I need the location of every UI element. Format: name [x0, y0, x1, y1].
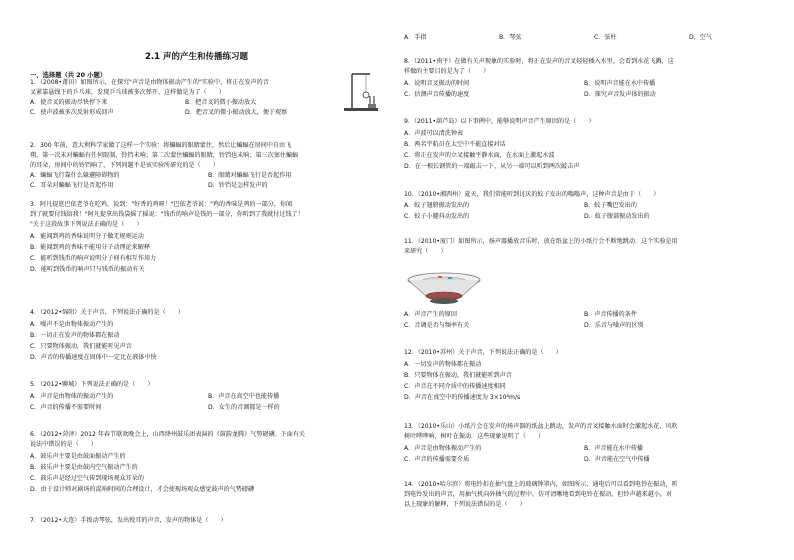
- question-9-option-d: D．在一根长钢管的一端敲击一下，从另一端可以听到两次敲击声: [404, 163, 580, 170]
- question-3-option-b: B．能闻到鸡的香味不能用分子动理论来解释: [30, 244, 150, 251]
- question-7-option-b: B．琴弦: [499, 34, 522, 41]
- question-13-option-d: D．声音能在空气中传播: [584, 456, 650, 463]
- question-3-line-3: "关于这段故事下列说法正确的是（ ）: [30, 221, 143, 228]
- question-6-line-1: 6．（2012•菏泽）2012 年春节联欢晚会上，山西绛州鼓乐团表演的《鼓韵龙腾》气势磅礴。下面有关: [30, 431, 306, 438]
- question-3-line-2: 到了就要付钱给我！"阿凡提拿出钱袋摇了摇说："钱币的响声是钱的一部分，你听到了我就付过钱了！: [30, 211, 304, 218]
- question-2-line-3: 的耳朵，房间中的铃铛响了，下列问题不是该实验所研究的是（ ）: [30, 162, 219, 169]
- section-heading: 一、选择题（共 20 小题）: [30, 72, 107, 79]
- question-11-option-d: D．乐音与噪声的区别: [584, 322, 644, 329]
- question-12-option-a: A．一切发声的物体都在振动: [404, 361, 482, 368]
- question-11-option-b: B．声音传播的条件: [584, 311, 637, 318]
- question-11-option-c: C．音调是否与频率有关: [404, 322, 470, 329]
- question-11-line-2: 来研究（ ）: [404, 248, 447, 255]
- question-4-option-d: D．声音的传播速度在固体中一定比在液体中快: [30, 354, 157, 361]
- question-12-option-c: C．声音在不同介质中的传播速度相同: [404, 383, 506, 390]
- question-8-line-1: 8．（2011•南平）在做有关声现象的实验时，将正在发声的音叉轻轻插入水里，会看到水花飞溅，这: [404, 58, 674, 65]
- question-6-option-b: B．鼓乐声主要是由鼓内空气振动产生的: [30, 464, 138, 471]
- question-10-option-a: A．蚊子翅膀振动发出的: [404, 202, 470, 209]
- question-4-option-a: A．噪声不是由物体振动产生的: [30, 321, 114, 328]
- question-1-option-b: B．把音叉的微小振动放大: [185, 99, 257, 106]
- question-14-line-3: 以上现象的解释，下列说法错误的是（ ）: [404, 501, 526, 508]
- question-12-option-d: D．声音在真空中的传播速度为 3×10⁸m/s: [404, 394, 521, 401]
- question-5-option-c: C．声音的传播不需要时间: [30, 404, 102, 411]
- question-14-line-1: 14．（2010•哈尔滨）将电铃扣在抽气盘上的玻璃钟罩内，如图所示，通电后可以看到电铃在振动，听: [404, 481, 678, 488]
- question-10: 10．（2010•湘西州）夏天，我们常能听到讨厌的蚊子发出的嗡嗡声，这种声音是由于（ ）: [404, 191, 660, 198]
- question-7-option-c: C．弦柱: [594, 34, 617, 41]
- question-5-option-a: A．声音是由物体的振动产生的: [30, 393, 114, 400]
- question-2-option-a: A．蝙蝠飞行靠什么躲避障碍物的: [30, 172, 120, 179]
- question-5: 5．（2012•聊城）下列说法正确的是（ ）: [30, 381, 154, 388]
- speaker-figure: [404, 268, 484, 306]
- question-8-line-2: 样做的主要目的是为了（ ）: [404, 68, 490, 75]
- question-10-option-c: C．蚊子小腿抖动发出的: [404, 213, 470, 220]
- question-10-option-b: B．蚊子嘴巴发出的: [584, 202, 637, 209]
- question-1-line-1: 1．（2008•莆田）如图所示，在探究"声音是由物体振动产生的"实验中，将正在发声的音: [30, 79, 269, 86]
- question-11-option-a: A．声音产生的原因: [404, 311, 457, 318]
- question-1-option-d: D．把音叉的微小振动放大，便于观察: [185, 109, 288, 116]
- question-11-line-1: 11．（2010•厦门）如图所示，扬声器播放音乐时，放在纸盆上的小纸片会不断地跳动．这个实验是用: [404, 238, 678, 245]
- question-1-option-c: C．使声波被多次反射形成回声: [30, 109, 114, 116]
- question-2-option-c: C．耳朵对蝙蝠飞行是否起作用: [30, 182, 114, 189]
- question-13-option-a: A．声音是由物体振动产生的: [404, 445, 482, 452]
- question-8-option-a: A．说明音叉振动的时间: [404, 80, 470, 87]
- question-6-option-d: D．由于设计师对剧场的混响时间的合理设计，才会使现场观众感觉鼓声的气势磅礴: [30, 486, 255, 493]
- question-8-option-b: B．说明声音能在水中传播: [584, 80, 656, 87]
- question-9-option-a: A．声波可以清洗钟表: [404, 130, 464, 137]
- question-6-line-2: 说法中错误的是（ ）: [30, 441, 98, 448]
- question-6-option-c: C．鼓乐声是经过空气传到现场观众耳朵的: [30, 475, 144, 482]
- question-4: 4．（2012•绵阳）关于声音，下列说法正确的是（ ）: [30, 309, 184, 316]
- question-7-option-d: D．空气: [689, 34, 712, 41]
- question-3-option-d: D．能听到钱币的响声只与钱币的振动有关: [30, 266, 145, 273]
- question-13-option-c: C．声音的传播需要介质: [404, 456, 470, 463]
- question-14-line-2: 到电铃发出的声音，用抽气机向外抽气的过程中，仿可清晰地看到电铃在振动，但铃声越来越小，对: [404, 491, 673, 498]
- tuning-fork-figure: [340, 70, 384, 112]
- question-10-option-d: D．蚊子腹部振动发出的: [584, 213, 650, 220]
- question-12-option-b: B．只要物体在振动，我们就能听到声音: [404, 372, 512, 379]
- question-4-option-b: B．一切正在发声的物体都在振动: [30, 332, 120, 339]
- question-13-option-b: B．声音能在水中传播: [584, 445, 644, 452]
- question-2-option-d: D．铃铛是怎样发声的: [208, 182, 268, 189]
- question-6-option-a: A．鼓乐声主要是由鼓面振动产生的: [30, 453, 126, 460]
- question-3-option-c: C．能听到钱币的响声说明分子间有相互作用力: [30, 255, 157, 262]
- question-1-option-a: A．使音叉的振动尽快停下来: [30, 99, 108, 106]
- question-9: 9．（2011•葫芦岛）以下事例中，能够说明声音产生原因的是（ ）: [404, 118, 595, 125]
- question-5-option-d: D．女生的音调都是一样的: [208, 404, 280, 411]
- question-8-option-c: C．估测声音传播的速度: [404, 91, 470, 98]
- question-1-line-2: 叉紧靠悬线下的乒乓球，发现乒乓球被多次弹开，这样做是为了（ ）: [30, 89, 225, 96]
- question-9-option-b: B．两名宇航员在太空中不能直接对话: [404, 141, 506, 148]
- question-9-option-c: C．将正在发声的立叉接触平静水面，在水面上激起水波: [404, 152, 555, 159]
- page-title: 2.1 声的产生和传播练习题: [145, 52, 249, 62]
- question-7: 7．（2012•大连）手拨动琴弦，发出悦耳的声音，发声的物体是（ ）: [30, 517, 227, 524]
- question-12: 12．（2010•苏州）关于声音，下列说法正确的是（ ）: [404, 349, 562, 356]
- question-3-option-a: A．能闻到鸡的香味说明分子做无规则运动: [30, 233, 144, 240]
- question-2-line-2: 翔，第一次未对蝙蝠有任何限制，铃铛未响；第二次蒙住蝙蝠的眼睛，铃铛也未响；第三次塞住蝙蝠: [30, 152, 299, 159]
- question-7-option-a: A．手指: [404, 34, 427, 41]
- question-2-line-1: 2．300 年前，意大利科学家做了这样一个实验：将蝙蝠的眼睛蒙住，然后让蝙蝠在房间中自由飞: [30, 142, 292, 149]
- question-13-line-2: 树叶哗哗响，树叶在振动．这些现象说明了（ ）: [404, 433, 545, 440]
- question-8-option-d: D．探究声音发声体的振动: [584, 91, 656, 98]
- question-5-option-b: B．声音在真空中也能传播: [208, 393, 280, 400]
- question-3-line-1: 3．阿凡提逛巴依老爷在吃鸡，说到："好香的鸡呀！"巴依老爷说："鸡的香味是鸡的一部分，你闻: [30, 201, 293, 208]
- question-13-line-1: 13．（2010•乐山）小纸片会在发声的扬声器的纸盆上跳动，发声的音叉接触水面时会激起水花，风吹: [404, 423, 678, 430]
- question-4-option-c: C．只要物体振动，我们就能听见声音: [30, 343, 132, 350]
- question-2-option-b: B．眼睛对蝙蝠飞行是否起作用: [208, 172, 292, 179]
